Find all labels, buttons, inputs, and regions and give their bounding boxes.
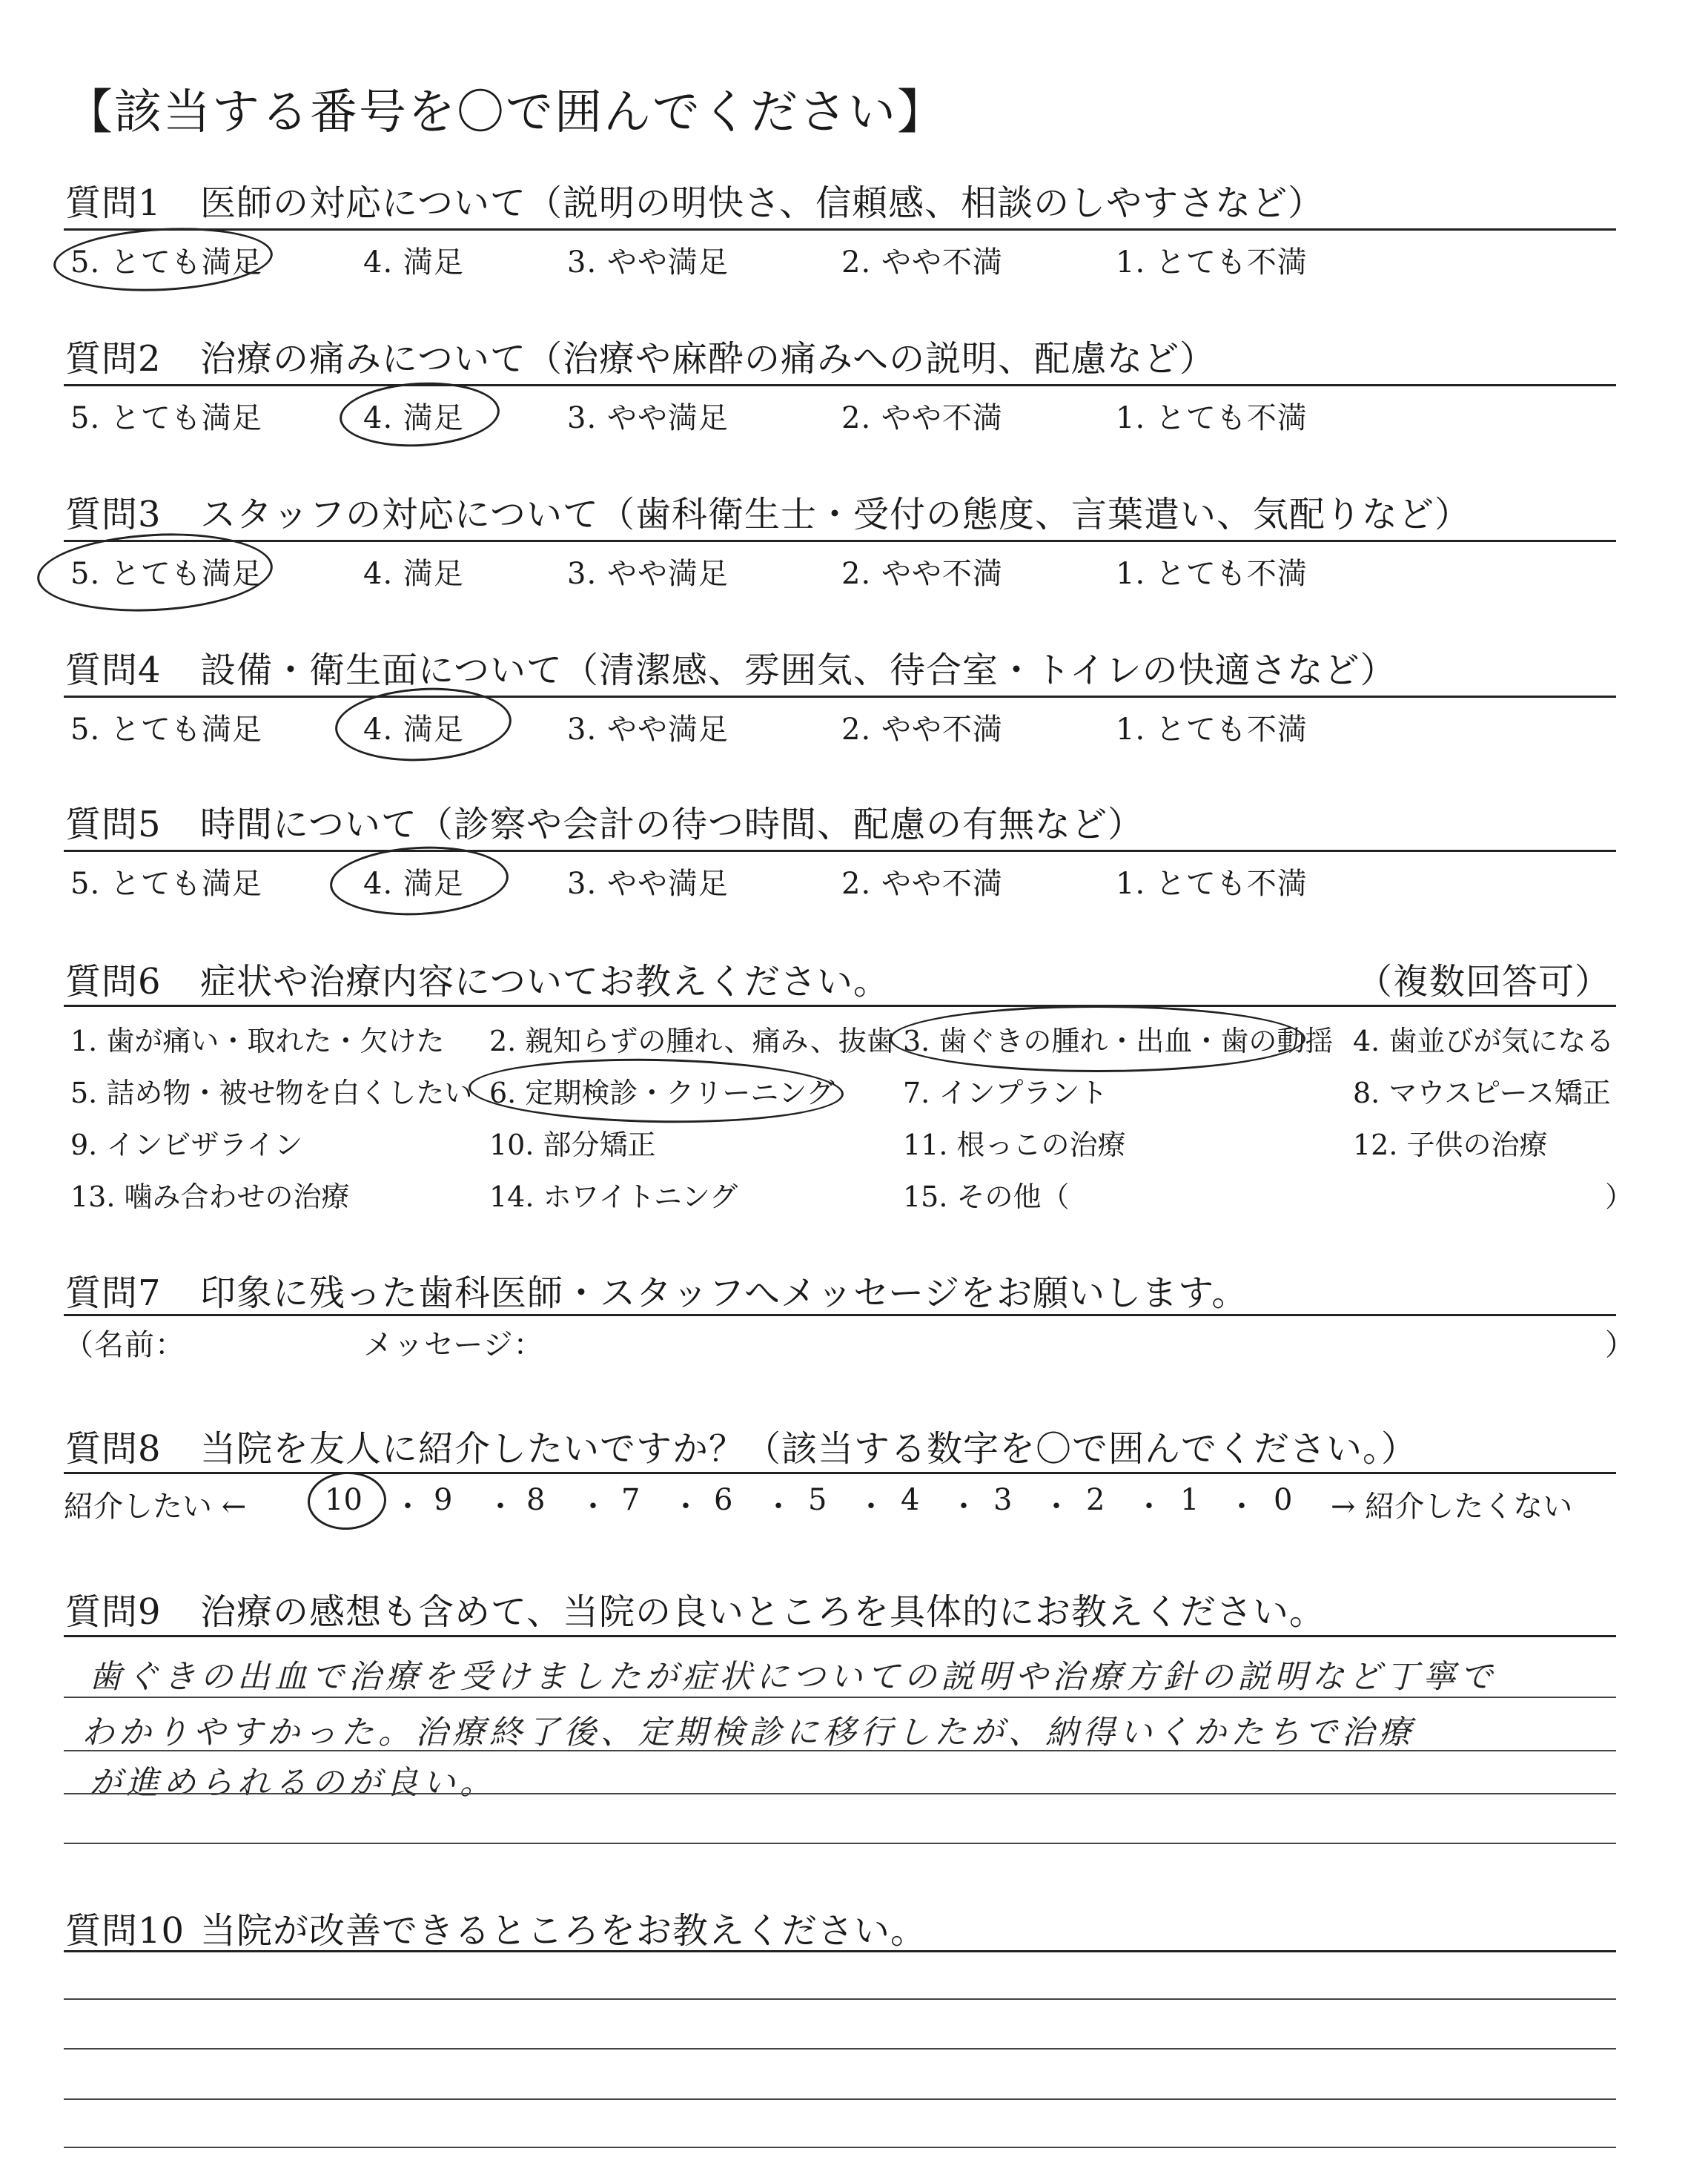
question-number: 質問1 [65, 182, 162, 224]
option-4[interactable]: 4. 満足 [363, 713, 464, 747]
option-5[interactable]: 5. とても満足 [70, 401, 262, 435]
question-title: 治療の感想も含めて、当院の良いところを具体的にお教えください。 [200, 1591, 1326, 1633]
question-number: 質問9 [65, 1591, 162, 1633]
divider [64, 1472, 1616, 1474]
closing-paren: ） [1605, 1328, 1635, 1362]
option-5[interactable]: 5. とても満足 [70, 867, 262, 901]
option-1[interactable]: 1. とても不満 [1116, 713, 1308, 747]
option-2[interactable]: 2. やや不満 [841, 401, 1003, 435]
option-5[interactable]: 5. とても満足 [70, 713, 262, 747]
answer-line[interactable] [64, 1843, 1616, 1844]
divider [64, 696, 1616, 698]
selection-circle [306, 1470, 388, 1531]
option-2[interactable]: 2. やや不満 [841, 713, 1003, 747]
question-title: 当院が改善できるところをお教えください。 [200, 1910, 927, 1952]
option-4[interactable]: 4. 満足 [363, 867, 464, 901]
scale-separator: ・ [856, 1490, 886, 1524]
option-1[interactable]: 1. とても不満 [1116, 557, 1308, 591]
answer-line[interactable] [64, 1998, 1616, 2000]
q6-option-8[interactable]: 8. マウスピース矯正 [1353, 1077, 1611, 1109]
scale-separator: ・ [949, 1490, 979, 1524]
selection-circle [890, 1005, 1305, 1072]
q6-option-13[interactable]: 13. 噛み合わせの治療 [70, 1180, 350, 1213]
divider [64, 850, 1616, 852]
page-header: 【該当する番号を〇で囲んでください】 [65, 85, 946, 140]
option-3[interactable]: 3. やや満足 [567, 713, 729, 747]
question-title: 症状や治療内容についてお教えください。 [200, 961, 890, 1003]
q6-option-3[interactable]: 3. 歯ぐきの腫れ・出血・歯の動揺 [903, 1025, 1334, 1057]
question-number: 質問4 [65, 650, 162, 691]
divider [64, 1005, 1616, 1007]
option-1[interactable]: 1. とても不満 [1116, 867, 1308, 901]
option-5[interactable]: 5. とても満足 [70, 245, 262, 280]
answer-line[interactable] [64, 1697, 1616, 1698]
option-3[interactable]: 3. やや満足 [567, 557, 729, 591]
scale-separator: ・ [671, 1490, 701, 1524]
q6-option-15[interactable]: 15. その他（ [903, 1180, 1070, 1213]
question-title: 設備・衛生面について（清潔感、雰囲気、待合室・トイレの快適さなど） [200, 650, 1397, 691]
option-1[interactable]: 1. とても不満 [1116, 401, 1308, 435]
option-1[interactable]: 1. とても不満 [1116, 245, 1308, 280]
divider [64, 228, 1616, 231]
selection-circle [328, 842, 510, 919]
divider [64, 1950, 1616, 1952]
multiple-answer-note: （複数回答可） [1357, 961, 1612, 1003]
scale-5[interactable]: 5 [808, 1483, 827, 1517]
question-number: 質問2 [65, 338, 162, 380]
scale-separator: ・ [578, 1490, 608, 1524]
scale-separator: ・ [764, 1490, 793, 1524]
question-number: 質問7 [65, 1272, 162, 1314]
question-title: 時間について（診察や会計の待つ時間、配慮の有無など） [200, 804, 1145, 845]
answer-line[interactable] [64, 2048, 1616, 2050]
scale-separator: ・ [1042, 1490, 1071, 1524]
option-2[interactable]: 2. やや不満 [841, 867, 1003, 901]
recommend-left-label: 紹介したい ← [64, 1490, 247, 1524]
scale-0[interactable]: 0 [1274, 1483, 1293, 1517]
answer-line[interactable] [64, 2147, 1616, 2148]
question-title: 治療の痛みについて（治療や麻酔の痛みへの説明、配慮など） [200, 338, 1217, 380]
scale-7[interactable]: 7 [621, 1483, 640, 1517]
q6-option-11[interactable]: 11. 根っこの治療 [903, 1129, 1126, 1161]
option-2[interactable]: 2. やや不満 [841, 245, 1003, 280]
question-number: 質問10 [65, 1910, 185, 1952]
q6-option-5[interactable]: 5. 詰め物・被せ物を白くしたい [70, 1077, 473, 1109]
recommend-right-label: → 紹介したくない [1331, 1490, 1573, 1524]
scale-3[interactable]: 3 [993, 1483, 1013, 1517]
q6-option-7[interactable]: 7. インプラント [903, 1077, 1108, 1109]
question-number: 質問8 [65, 1428, 162, 1470]
q6-option-4[interactable]: 4. 歯並びが気になる [1353, 1025, 1615, 1057]
scale-separator: ・ [393, 1490, 423, 1524]
divider [64, 1635, 1616, 1637]
scale-8[interactable]: 8 [526, 1483, 546, 1517]
q6-option-14[interactable]: 14. ホワイトニング [489, 1180, 738, 1213]
option-3[interactable]: 3. やや満足 [567, 245, 729, 280]
option-2[interactable]: 2. やや不満 [841, 557, 1003, 591]
option-3[interactable]: 3. やや満足 [567, 867, 729, 901]
q6-option-12[interactable]: 12. 子供の治療 [1353, 1129, 1548, 1161]
handwritten-answer-line: 歯ぐきの出血で治療を受けましたが症状についての説明や治療方針の説明など丁寧で [89, 1658, 1497, 1696]
scale-10[interactable]: 10 [325, 1483, 363, 1517]
option-5[interactable]: 5. とても満足 [70, 557, 262, 591]
question-number: 質問3 [65, 494, 162, 535]
divider [64, 540, 1616, 542]
scale-1[interactable]: 1 [1180, 1483, 1199, 1517]
option-3[interactable]: 3. やや満足 [567, 401, 729, 435]
message-field-label[interactable]: メッセージ： [363, 1328, 544, 1362]
q6-option-10[interactable]: 10. 部分矯正 [489, 1129, 656, 1161]
answer-line[interactable] [64, 1793, 1616, 1794]
scale-separator: ・ [486, 1490, 515, 1524]
scale-separator: ・ [1227, 1490, 1257, 1524]
q6-option-2[interactable]: 2. 親知らずの腫れ、痛み、抜歯 [489, 1025, 895, 1057]
question-number: 質問5 [65, 804, 162, 845]
question-title: スタッフの対応について（歯科衛生士・受付の態度、言葉遣い、気配りなど） [200, 494, 1472, 535]
option-4[interactable]: 4. 満足 [363, 557, 464, 591]
selection-circle [52, 222, 274, 296]
scale-4[interactable]: 4 [901, 1483, 920, 1517]
scale-2[interactable]: 2 [1086, 1483, 1105, 1517]
divider [64, 1314, 1616, 1316]
option-4[interactable]: 4. 満足 [363, 245, 464, 280]
question-title: 当院を友人に紹介したいですか？（該当する数字を〇で囲んでください。） [200, 1428, 1418, 1470]
option-4[interactable]: 4. 満足 [363, 401, 464, 435]
scale-separator: ・ [1134, 1490, 1164, 1524]
question-title: 印象に残った歯科医師・スタッフへメッセージをお願いします。 [200, 1272, 1248, 1314]
q6-option-6[interactable]: 6. 定期検診・クリーニング [489, 1077, 835, 1109]
scale-6[interactable]: 6 [714, 1483, 733, 1517]
name-field-label[interactable]: （名前： [64, 1328, 185, 1362]
selection-circle [468, 1056, 844, 1126]
scale-9[interactable]: 9 [434, 1483, 453, 1517]
q6-option-1[interactable]: 1. 歯が痛い・取れた・欠けた [70, 1025, 445, 1057]
q6-other-close: ） [1605, 1180, 1634, 1213]
question-number: 質問6 [65, 961, 162, 1003]
q6-option-9[interactable]: 9. インビザライン [70, 1129, 303, 1161]
question-title: 医師の対応について（説明の明快さ、信頼感、相談のしやすさなど） [200, 182, 1325, 224]
answer-line[interactable] [64, 1750, 1616, 1751]
answer-line[interactable] [64, 2098, 1616, 2100]
selection-circle [338, 378, 501, 450]
handwritten-answer-line: わかりやすかった。治療終了後、定期検診に移行したが、納得いくかたちで治療 [82, 1714, 1416, 1751]
divider [64, 384, 1616, 386]
handwritten-answer-line: が進められるのが良い。 [89, 1764, 497, 1802]
